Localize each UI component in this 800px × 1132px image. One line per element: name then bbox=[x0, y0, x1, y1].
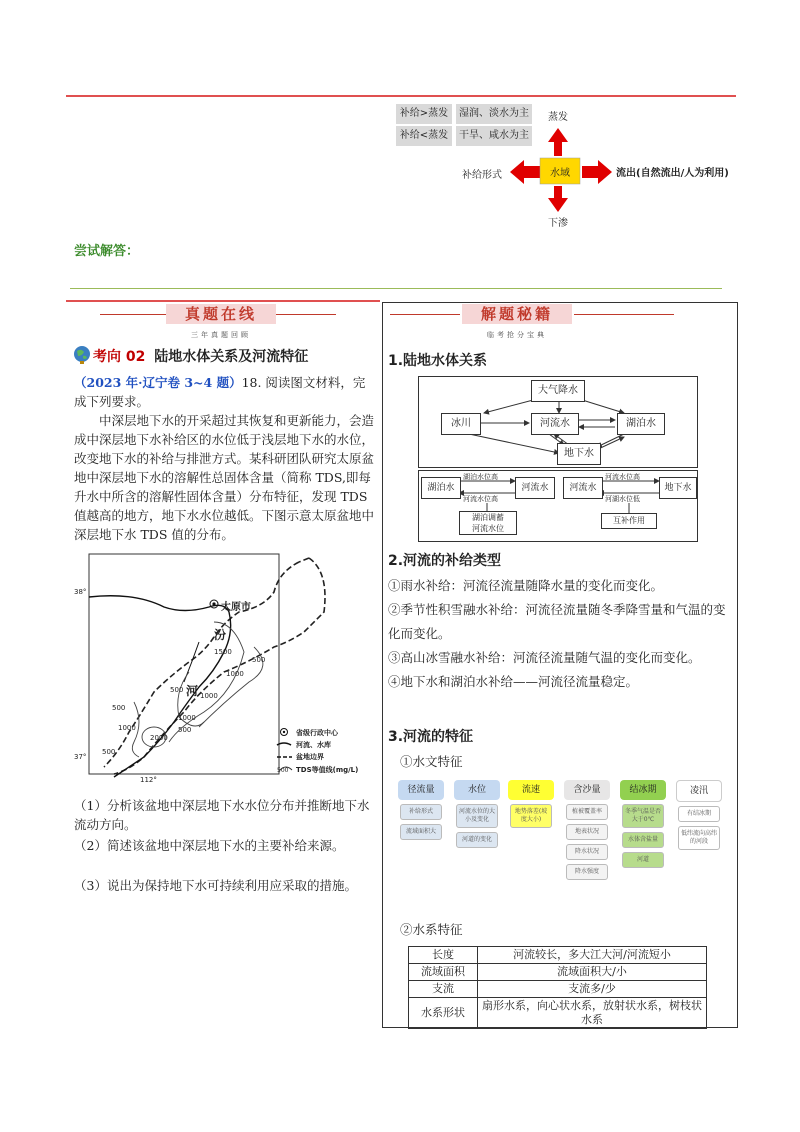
header-rule bbox=[66, 95, 736, 97]
card-item: 冬季气温是否大于0℃ bbox=[622, 804, 664, 828]
legend-contour-value: 500 bbox=[277, 767, 289, 774]
card-item: 降水强度 bbox=[566, 864, 608, 880]
supply-list bbox=[388, 574, 734, 694]
card-item: 水体含盐量 bbox=[622, 832, 664, 848]
right-banner: 解题秘籍 bbox=[462, 304, 572, 324]
heading-river-features: 3.河流的特征 bbox=[388, 729, 474, 745]
supply-item: ①雨水补给：河流径流量随降水量的变化而变化。 bbox=[388, 578, 664, 593]
contour-label: 500 bbox=[252, 656, 266, 664]
balance-row-2-left: 补给<蒸发 bbox=[396, 126, 452, 146]
contour-label: 500 bbox=[170, 686, 184, 694]
sub1-lake: 湖泊水 bbox=[421, 477, 461, 499]
card-water-level bbox=[454, 780, 500, 848]
node-lake: 湖泊水 bbox=[617, 413, 665, 435]
sub2-top: 河流水位高 bbox=[605, 473, 640, 481]
river-label-2: 河 bbox=[186, 684, 199, 698]
topic-heading bbox=[93, 346, 308, 366]
arrow-right bbox=[582, 160, 612, 184]
banner-line-left bbox=[100, 314, 166, 315]
node-glacier: 冰川 bbox=[441, 413, 481, 435]
supply-item: ④地下水和湖泊水补给——河流径流量稳定。 bbox=[388, 674, 639, 689]
table-cell: 支流 bbox=[409, 981, 478, 998]
card-head: 水位 bbox=[454, 780, 500, 800]
table-cell: 河流较长，多大江大河/河流短小 bbox=[478, 947, 707, 964]
card-head: 结冰期 bbox=[620, 780, 666, 800]
banner-line-left-r bbox=[390, 314, 460, 315]
sub2-river: 河流水 bbox=[563, 477, 603, 499]
right-banner-sub: 临考抢分宝典 bbox=[487, 331, 547, 339]
table-cell: 水系形状 bbox=[409, 998, 478, 1029]
legend-capital: 省级行政中心 bbox=[296, 729, 338, 737]
card-item: 河流水位的大小及变化 bbox=[456, 804, 498, 828]
card-item: 地势落差(坡度大小) bbox=[510, 804, 552, 828]
contour-label: 500 bbox=[178, 726, 192, 734]
answer-line bbox=[70, 288, 722, 289]
material-text: 中深层地下水的开采超过其恢复和更新能力，会造成中深层地下水补给区的水位低于浅层地下水的水位，改变地下水的补给与排泄方式。某科研团队研究太原盆地中深层地下水的溶解性总固体含量（简称 TDS,即每升水中所含的溶解性固体含量）分布特征，发现 TDS 值越高的地方，地下水水位越低。下图示意太原盆地中深层地下水 TDS 值的分布。 bbox=[74, 413, 375, 542]
legend-tds: TDS等值线(mg/L) bbox=[296, 766, 359, 774]
question-1: （1）分析该盆地中深层地下水水位分布并推断地下水流动方向。 bbox=[74, 798, 370, 832]
table-row bbox=[409, 998, 707, 1029]
card-item: 河道的变化 bbox=[456, 832, 498, 848]
heading-water-relations: 1.陆地水体关系 bbox=[388, 353, 488, 369]
legend-river: 河流、水库 bbox=[296, 741, 331, 749]
left-rule bbox=[66, 300, 380, 302]
contour-label: 1000 bbox=[226, 670, 244, 678]
globe-icon bbox=[72, 344, 92, 364]
water-balance-diagram bbox=[390, 100, 750, 230]
supply-relations-diagram bbox=[418, 470, 698, 542]
node-river: 河流水 bbox=[531, 413, 579, 435]
sub1-river: 河流水 bbox=[515, 477, 555, 499]
center-label: 水域 bbox=[550, 168, 570, 179]
contour-label: 500 bbox=[102, 748, 116, 756]
arrow-down bbox=[548, 186, 568, 212]
question-intro: 18. 阅读图文材料，完成下列要求。 bbox=[74, 375, 366, 409]
card-item: 降水状况 bbox=[566, 844, 608, 860]
water-system-table bbox=[408, 946, 707, 1029]
table-cell: 长度 bbox=[409, 947, 478, 964]
card-sediment bbox=[564, 780, 610, 880]
question-3: （3）说出为保持地下水可持续利用应采取的措施。 bbox=[74, 878, 357, 893]
lat-bottom: 37° bbox=[74, 753, 87, 761]
hydro-cards bbox=[398, 780, 728, 900]
card-item: 河道 bbox=[622, 852, 664, 868]
card-item: 补给形式 bbox=[400, 804, 442, 820]
lat-top: 38° bbox=[74, 588, 87, 596]
card-item: 有结冰期 bbox=[678, 806, 720, 822]
contour-label: 2000 bbox=[150, 734, 168, 742]
table-cell: 流域面积大/小 bbox=[478, 964, 707, 981]
contour-label: 1000 bbox=[200, 692, 218, 700]
sub2-bottom: 互补作用 bbox=[601, 513, 657, 529]
sub1-top: 湖泊水位高 bbox=[463, 473, 498, 481]
card-head: 含沙量 bbox=[564, 780, 610, 800]
contour-label: 1000 bbox=[118, 724, 136, 732]
evaporation-label: 蒸发 bbox=[548, 112, 568, 123]
sub2-mid: 河湖水位低 bbox=[605, 495, 640, 503]
balance-row-1-right: 湿润、淡水为主 bbox=[456, 104, 532, 124]
supply-item: ②季节性积雪融水补给：河流径流量随冬季降雪量和气温的变化而变化。 bbox=[388, 602, 726, 641]
table-cell: 扇形水系，向心状水系，放射状水系，树枝状水系 bbox=[478, 998, 707, 1029]
river-label-1: 汾 bbox=[214, 628, 227, 642]
heading-supply: 2.河流的补给类型 bbox=[388, 553, 502, 569]
lon-label: 112° bbox=[140, 776, 157, 784]
card-item: 植被覆盖率 bbox=[566, 804, 608, 820]
node-precipitation: 大气降水 bbox=[531, 380, 585, 402]
contour-label: 1000 bbox=[178, 714, 196, 722]
sub1-mid: 河流水位高 bbox=[463, 495, 498, 503]
table-row bbox=[409, 964, 707, 981]
topic-title: 陆地水体关系及河流特征 bbox=[154, 349, 309, 365]
left-banner-sub: 三年真题回顾 bbox=[191, 331, 251, 339]
supply-form-label: 补给形式 bbox=[462, 170, 502, 181]
supply-item: ③高山冰雪融水补给：河流径流量随气温的变化而变化。 bbox=[388, 650, 701, 665]
balance-row-1-left: 补给>蒸发 bbox=[396, 104, 452, 124]
topic-prefix: 考向 02 bbox=[93, 349, 146, 365]
contour-label: 500 bbox=[112, 704, 126, 712]
sub2-ground: 地下水 bbox=[659, 477, 697, 499]
card-runoff bbox=[398, 780, 444, 840]
hydro-title: ①水文特征 bbox=[400, 754, 463, 769]
left-banner: 真题在线 bbox=[166, 304, 276, 324]
system-title: ②水系特征 bbox=[400, 922, 463, 937]
card-freeze bbox=[620, 780, 666, 868]
card-head: 径流量 bbox=[398, 780, 444, 800]
table-row bbox=[409, 981, 707, 998]
city-label: 太原市 bbox=[221, 602, 251, 613]
water-cycle-diagram bbox=[418, 376, 698, 468]
card-head: 流速 bbox=[508, 780, 554, 800]
card-item: 低纬流向高纬的河段 bbox=[678, 826, 720, 850]
balance-row-2-right: 干旱、咸水为主 bbox=[456, 126, 532, 146]
card-velocity bbox=[508, 780, 554, 828]
card-item: 地表状况 bbox=[566, 824, 608, 840]
tds-map bbox=[74, 552, 374, 790]
table-cell: 支流多/少 bbox=[478, 981, 707, 998]
table-cell: 流域面积 bbox=[409, 964, 478, 981]
card-head: 凌汛 bbox=[676, 780, 722, 802]
table-row bbox=[409, 947, 707, 964]
contour-label: 1500 bbox=[214, 648, 232, 656]
banner-line-right bbox=[276, 314, 336, 315]
question-source: （2023 年·辽宁卷 3~4 题） bbox=[74, 375, 242, 390]
sub1-bottom: 湖泊调蓄 河流水位 bbox=[459, 511, 517, 535]
infiltration-label: 下渗 bbox=[548, 218, 568, 229]
card-item: 流域面积大 bbox=[400, 824, 442, 840]
card-ice-flood bbox=[676, 780, 722, 850]
arrow-left bbox=[510, 160, 540, 184]
outflow-label: 流出(自然流出/人为利用) bbox=[616, 168, 729, 179]
question-2: （2）简述该盆地中深层地下水的主要补给来源。 bbox=[74, 838, 345, 853]
legend-boundary: 盆地边界 bbox=[296, 753, 324, 761]
banner-line-right-r bbox=[574, 314, 674, 315]
question-header bbox=[74, 373, 376, 411]
node-groundwater: 地下水 bbox=[557, 443, 601, 465]
attempt-label: 尝试解答： bbox=[74, 244, 140, 259]
arrow-up bbox=[548, 128, 568, 156]
